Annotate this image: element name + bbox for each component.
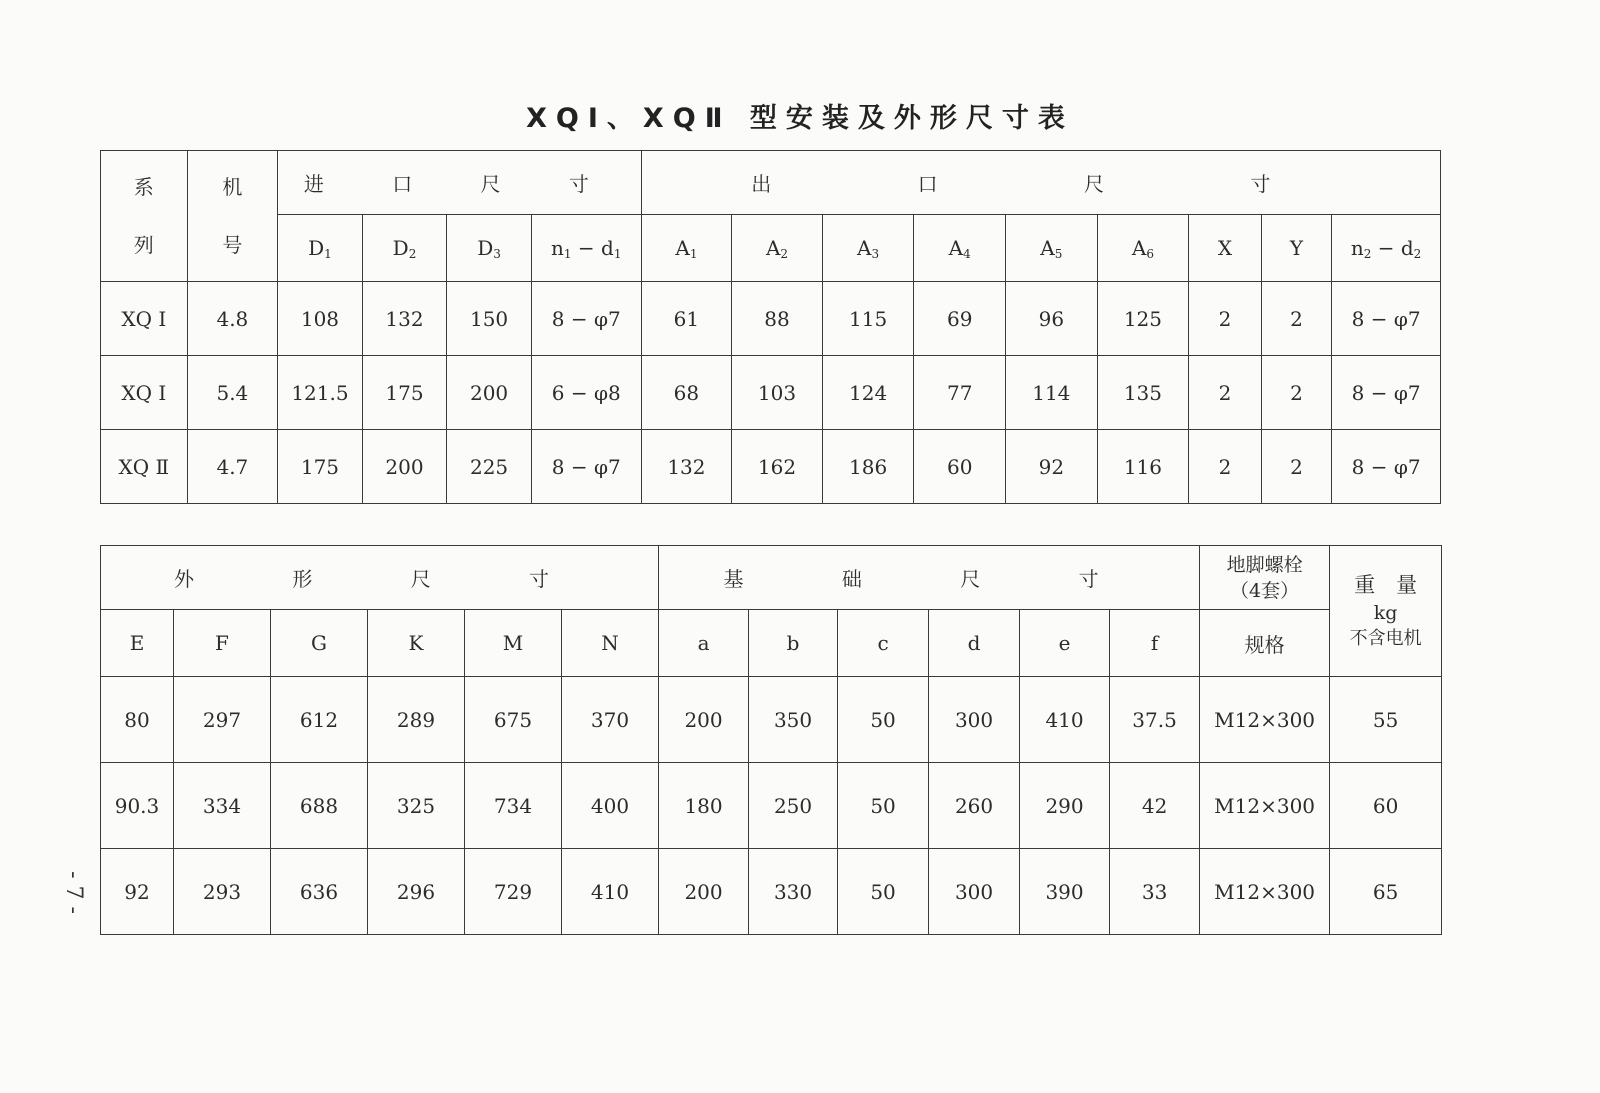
column-header-e: E bbox=[101, 610, 174, 677]
outline-foundation-dimension-table bbox=[100, 545, 1442, 935]
column-header-c: c bbox=[838, 610, 929, 677]
table-cell: XQ Ⅰ bbox=[101, 356, 188, 430]
page-number: - 7 - bbox=[60, 871, 86, 914]
table-cell: 729 bbox=[465, 849, 562, 935]
anchor-bolt-label: 地脚螺栓 bbox=[1226, 553, 1303, 576]
table-cell: XQ Ⅱ bbox=[101, 430, 188, 504]
column-symbol: A bbox=[948, 235, 964, 260]
table-cell: 77 bbox=[914, 356, 1006, 430]
table-row bbox=[101, 356, 1441, 430]
anchor-bolt-header bbox=[1200, 546, 1330, 610]
table-cell: M12×300 bbox=[1200, 763, 1330, 849]
model-header bbox=[187, 151, 278, 282]
table-cell: 68 bbox=[641, 356, 732, 430]
column-symbol-mid: − d bbox=[1371, 235, 1414, 260]
table-cell: 116 bbox=[1097, 430, 1189, 504]
anchor-bolt-count: （4套） bbox=[1230, 579, 1300, 602]
column-subscript: 5 bbox=[1054, 246, 1063, 261]
series-header bbox=[101, 151, 188, 282]
table-cell: 37.5 bbox=[1110, 677, 1200, 763]
table-cell: 8 − φ7 bbox=[531, 430, 641, 504]
column-header-a5 bbox=[1006, 215, 1098, 282]
table-row bbox=[101, 677, 1442, 763]
top-subheader-row bbox=[101, 215, 1441, 282]
table-cell: 65 bbox=[1330, 849, 1442, 935]
column-subscript: 1 bbox=[563, 246, 572, 261]
table-cell: 289 bbox=[368, 677, 465, 763]
foundation-dimensions-header bbox=[659, 546, 1200, 610]
column-header-m: M bbox=[465, 610, 562, 677]
outline-dimensions-header bbox=[101, 546, 659, 610]
column-header-n2-d2 bbox=[1332, 215, 1441, 282]
table-cell: 334 bbox=[174, 763, 271, 849]
column-subscript: 4 bbox=[963, 246, 971, 261]
table-cell: 400 bbox=[562, 763, 659, 849]
table-cell: 636 bbox=[271, 849, 368, 935]
column-header-d: d bbox=[929, 610, 1020, 677]
table-cell: 115 bbox=[822, 282, 914, 356]
column-subscript: 2 bbox=[1413, 246, 1422, 261]
column-subscript: 3 bbox=[871, 246, 880, 261]
table-cell: 175 bbox=[362, 356, 447, 430]
column-subscript: 3 bbox=[493, 246, 501, 261]
table-cell: 8 − φ7 bbox=[531, 282, 641, 356]
table-row bbox=[101, 282, 1441, 356]
column-header-n1-d1 bbox=[531, 215, 641, 282]
table-cell: 390 bbox=[1020, 849, 1110, 935]
column-symbol: D bbox=[308, 235, 325, 260]
outlet-dimensions-label: 出 口 尺 寸 bbox=[751, 172, 1331, 196]
foundation-dimensions-label: 基 础 尺 寸 bbox=[723, 567, 1135, 591]
column-symbol: Y bbox=[1289, 236, 1304, 260]
table-cell: 325 bbox=[368, 763, 465, 849]
column-subscript: 6 bbox=[1146, 246, 1154, 261]
table-cell: 612 bbox=[271, 677, 368, 763]
table-cell: 200 bbox=[659, 849, 749, 935]
column-header-n: N bbox=[562, 610, 659, 677]
table-cell: 200 bbox=[659, 677, 749, 763]
outline-dimensions-label: 外 形 尺 寸 bbox=[173, 567, 586, 591]
table-cell: 300 bbox=[929, 849, 1020, 935]
column-header-a3 bbox=[822, 215, 914, 282]
table-cell: 135 bbox=[1097, 356, 1189, 430]
table-cell: 60 bbox=[914, 430, 1006, 504]
column-symbol: X bbox=[1217, 236, 1233, 260]
column-header-a4 bbox=[914, 215, 1006, 282]
column-header-a6 bbox=[1097, 215, 1189, 282]
table-cell: 734 bbox=[465, 763, 562, 849]
column-header-a2 bbox=[732, 215, 823, 282]
table-cell: 55 bbox=[1330, 677, 1442, 763]
table-cell: 4.8 bbox=[187, 282, 278, 356]
table-cell: 69 bbox=[914, 282, 1006, 356]
series-header-char1: 系 bbox=[133, 175, 154, 199]
table-cell: 50 bbox=[838, 677, 929, 763]
model-header-char1: 机 bbox=[222, 175, 243, 199]
table-cell: 132 bbox=[641, 430, 732, 504]
table-cell: 8 − φ7 bbox=[1332, 430, 1441, 504]
column-subscript: 2 bbox=[408, 246, 417, 261]
column-header-d1 bbox=[278, 215, 363, 282]
table-cell: 121.5 bbox=[278, 356, 363, 430]
table-cell: 50 bbox=[838, 849, 929, 935]
column-header-y bbox=[1261, 215, 1331, 282]
column-symbol: A bbox=[1131, 235, 1147, 260]
table-cell: 42 bbox=[1110, 763, 1200, 849]
table-row bbox=[101, 849, 1442, 935]
table-cell: 96 bbox=[1006, 282, 1098, 356]
table-cell: 80 bbox=[101, 677, 174, 763]
weight-label: 重 量 bbox=[1354, 573, 1418, 597]
table-cell: 2 bbox=[1261, 430, 1331, 504]
inlet-outlet-dimension-table bbox=[100, 150, 1441, 504]
table-cell: 260 bbox=[929, 763, 1020, 849]
outlet-dimensions-header bbox=[641, 151, 1440, 215]
table-cell: 293 bbox=[174, 849, 271, 935]
column-header-x bbox=[1189, 215, 1261, 282]
table-cell: 297 bbox=[174, 677, 271, 763]
table-cell: 2 bbox=[1261, 282, 1331, 356]
weight-note: 不含电机 bbox=[1349, 628, 1422, 649]
table-row bbox=[101, 430, 1441, 504]
table-cell: 250 bbox=[749, 763, 838, 849]
table-cell: 2 bbox=[1261, 356, 1331, 430]
table-cell: 60 bbox=[1330, 763, 1442, 849]
table-cell: 90.3 bbox=[101, 763, 174, 849]
column-header-b: b bbox=[749, 610, 838, 677]
table-cell: 6 − φ8 bbox=[531, 356, 641, 430]
table-cell: 103 bbox=[732, 356, 823, 430]
table-cell: 108 bbox=[278, 282, 363, 356]
bottom-table-body bbox=[101, 677, 1442, 935]
column-header-a: a bbox=[659, 610, 749, 677]
table-cell: 175 bbox=[278, 430, 363, 504]
table-cell: 186 bbox=[822, 430, 914, 504]
column-header-d2 bbox=[362, 215, 447, 282]
table-cell: 92 bbox=[1006, 430, 1098, 504]
table-cell: 92 bbox=[101, 849, 174, 935]
table-row bbox=[101, 763, 1442, 849]
table-cell: 180 bbox=[659, 763, 749, 849]
series-header-char2: 列 bbox=[133, 233, 154, 257]
table-cell: 162 bbox=[732, 430, 823, 504]
column-subscript: 2 bbox=[1363, 246, 1372, 261]
column-symbol: A bbox=[857, 235, 872, 260]
table-cell: 200 bbox=[447, 356, 532, 430]
column-header-f: f bbox=[1110, 610, 1200, 677]
table-cell: XQ Ⅰ bbox=[101, 282, 188, 356]
column-symbol-mid: − d bbox=[571, 235, 614, 260]
column-header-d3 bbox=[447, 215, 532, 282]
column-subscript: 1 bbox=[613, 246, 622, 261]
table-cell: 688 bbox=[271, 763, 368, 849]
table-cell: 675 bbox=[465, 677, 562, 763]
table-cell: 410 bbox=[1020, 677, 1110, 763]
column-symbol: A bbox=[1040, 235, 1055, 260]
column-symbol: A bbox=[675, 235, 690, 260]
weight-header bbox=[1330, 546, 1442, 677]
page-title: XQⅠ、XQⅡ 型安装及外形尺寸表 bbox=[526, 103, 1074, 134]
column-header-a1 bbox=[641, 215, 732, 282]
table-cell: 33 bbox=[1110, 849, 1200, 935]
column-subscript: 1 bbox=[689, 246, 698, 261]
table-cell: 410 bbox=[562, 849, 659, 935]
table-cell: 124 bbox=[822, 356, 914, 430]
bottom-subheader-row bbox=[101, 610, 1442, 677]
weight-unit: kg bbox=[1373, 602, 1398, 624]
column-symbol: n bbox=[1350, 235, 1364, 260]
table-cell: 225 bbox=[447, 430, 532, 504]
table-cell: 370 bbox=[562, 677, 659, 763]
column-header-f: F bbox=[174, 610, 271, 677]
table-cell: M12×300 bbox=[1200, 677, 1330, 763]
table-cell: 4.7 bbox=[187, 430, 278, 504]
column-header-g: G bbox=[271, 610, 368, 677]
top-table-body bbox=[101, 282, 1441, 504]
column-header-k: K bbox=[368, 610, 465, 677]
table-cell: 200 bbox=[362, 430, 447, 504]
table-cell: 8 − φ7 bbox=[1332, 282, 1441, 356]
column-header-e: e bbox=[1020, 610, 1110, 677]
table-cell: 150 bbox=[447, 282, 532, 356]
table-cell: 296 bbox=[368, 849, 465, 935]
table-cell: 2 bbox=[1189, 282, 1261, 356]
table-cell: 114 bbox=[1006, 356, 1098, 430]
table-cell: 88 bbox=[732, 282, 823, 356]
column-symbol: D bbox=[392, 235, 409, 260]
table-cell: 2 bbox=[1189, 430, 1261, 504]
table-cell: 50 bbox=[838, 763, 929, 849]
table-cell: 125 bbox=[1097, 282, 1189, 356]
table-cell: 330 bbox=[749, 849, 838, 935]
table-cell: 61 bbox=[641, 282, 732, 356]
model-header-char2: 号 bbox=[222, 233, 243, 257]
column-subscript: 2 bbox=[780, 246, 789, 261]
column-symbol: D bbox=[477, 235, 494, 260]
table-cell: 300 bbox=[929, 677, 1020, 763]
column-symbol: A bbox=[765, 235, 781, 260]
table-cell: 132 bbox=[362, 282, 447, 356]
table-cell: M12×300 bbox=[1200, 849, 1330, 935]
table-cell: 8 − φ7 bbox=[1332, 356, 1441, 430]
table-cell: 350 bbox=[749, 677, 838, 763]
inlet-dimensions-header bbox=[278, 151, 641, 215]
table-cell: 5.4 bbox=[187, 356, 278, 430]
inlet-dimensions-label: 进 口 尺 寸 bbox=[303, 172, 615, 196]
table-cell: 2 bbox=[1189, 356, 1261, 430]
column-header-bolt-spec: 规格 bbox=[1200, 610, 1330, 677]
column-symbol: n bbox=[551, 235, 564, 260]
column-subscript: 1 bbox=[324, 246, 332, 261]
table-cell: 290 bbox=[1020, 763, 1110, 849]
